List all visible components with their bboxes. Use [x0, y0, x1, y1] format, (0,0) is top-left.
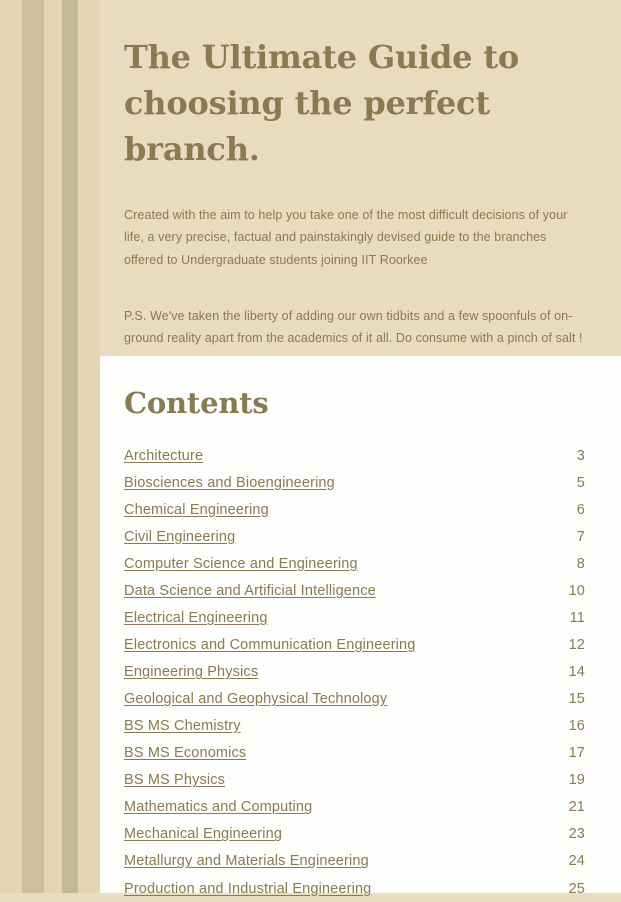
toc-entry[interactable] [124, 631, 585, 658]
toc-entry-page: 15 [568, 691, 585, 708]
toc-entry[interactable] [124, 875, 585, 902]
toc-entry[interactable] [124, 794, 585, 821]
toc-entry-label[interactable]: BS MS Economics [124, 745, 247, 762]
toc-entry-page: 19 [568, 772, 585, 789]
toc-entry-label[interactable]: Mathematics and Computing [124, 799, 313, 816]
toc-entry-page: 24 [568, 853, 585, 870]
toc-entry[interactable] [124, 469, 585, 496]
toc-entry-page: 17 [568, 745, 585, 762]
toc-entry[interactable] [124, 848, 585, 875]
postscript-paragraph: P.S. We've taken the liberty of adding our own tidbits and a few spoonfuls of on-ground reality apart from the academics of it all. Do consume with a pinch of salt ! [124, 308, 583, 346]
toc-entry-page: 8 [576, 555, 585, 572]
toc-entry[interactable] [124, 713, 585, 740]
decorative-stripe-4 [62, 0, 78, 893]
toc-entry[interactable] [124, 686, 585, 713]
toc-entry-label[interactable]: Chemical Engineering [124, 501, 269, 518]
toc-entry[interactable] [124, 442, 585, 469]
toc-entry-page: 11 [569, 609, 585, 626]
toc-entry-label[interactable]: Engineering Physics [124, 664, 259, 680]
toc-entry[interactable] [124, 821, 585, 848]
toc-entry[interactable] [124, 604, 585, 631]
toc-entry-page: 25 [568, 880, 585, 897]
toc-entry-page: 6 [576, 501, 585, 518]
toc-entry-label[interactable]: Production and Industrial Engineering [124, 880, 372, 897]
toc-entry-label[interactable]: Architecture [124, 447, 204, 464]
table-of-contents-card [100, 356, 621, 897]
toc-entry-label[interactable]: Electronics and Communication Engineering [124, 636, 416, 653]
table-of-contents-list [124, 442, 585, 902]
decorative-stripe-5 [78, 0, 100, 893]
toc-entry-page: 16 [568, 718, 585, 735]
toc-entry-page: 3 [576, 447, 585, 464]
toc-entry[interactable] [124, 767, 585, 794]
decorative-stripe-2 [22, 0, 44, 893]
toc-entry[interactable] [124, 740, 585, 767]
toc-entry-label[interactable]: Data Science and Artificial Intelligence [124, 582, 376, 599]
toc-entry[interactable] [124, 577, 585, 604]
toc-entry-page: 10 [568, 582, 585, 599]
page-title: The Ultimate Guide to choosing the perfect branch. [124, 38, 520, 169]
contents-heading: Contents [124, 386, 269, 420]
decorative-stripe-3 [44, 0, 62, 893]
toc-entry[interactable] [124, 550, 585, 577]
toc-entry-label[interactable]: Metallurgy and Materials Engineering [124, 853, 369, 870]
toc-entry-page: 14 [568, 664, 585, 680]
decorative-stripe-1 [0, 0, 22, 893]
toc-entry-page: 21 [568, 799, 585, 816]
toc-entry-label[interactable]: Geological and Geophysical Technology [124, 691, 388, 708]
toc-entry-label[interactable]: BS MS Physics [124, 772, 226, 789]
toc-entry-label[interactable]: Biosciences and Bioengineering [124, 474, 335, 491]
toc-entry-label[interactable]: Electrical Engineering [124, 609, 268, 626]
toc-entry[interactable] [124, 523, 585, 550]
toc-entry-page: 23 [568, 826, 585, 843]
toc-entry[interactable] [124, 496, 585, 523]
toc-entry-page: 12 [568, 636, 585, 653]
cover-header-section [100, 0, 621, 356]
toc-entry-label[interactable]: Mechanical Engineering [124, 826, 283, 843]
intro-paragraph: Created with the aim to help you take one of the most difficult decisions of your life, a very precise, factual and painstakingly devised guide to the branches offered to Undergraduate students joining IIT Roorkee [124, 208, 568, 267]
toc-entry-page: 7 [576, 528, 585, 545]
toc-entry-page: 5 [576, 474, 585, 491]
toc-entry-label[interactable]: Civil Engineering [124, 528, 236, 545]
toc-entry-label[interactable]: Computer Science and Engineering [124, 555, 358, 572]
toc-entry-label[interactable]: BS MS Chemistry [124, 718, 241, 735]
toc-entry[interactable] [124, 659, 585, 686]
